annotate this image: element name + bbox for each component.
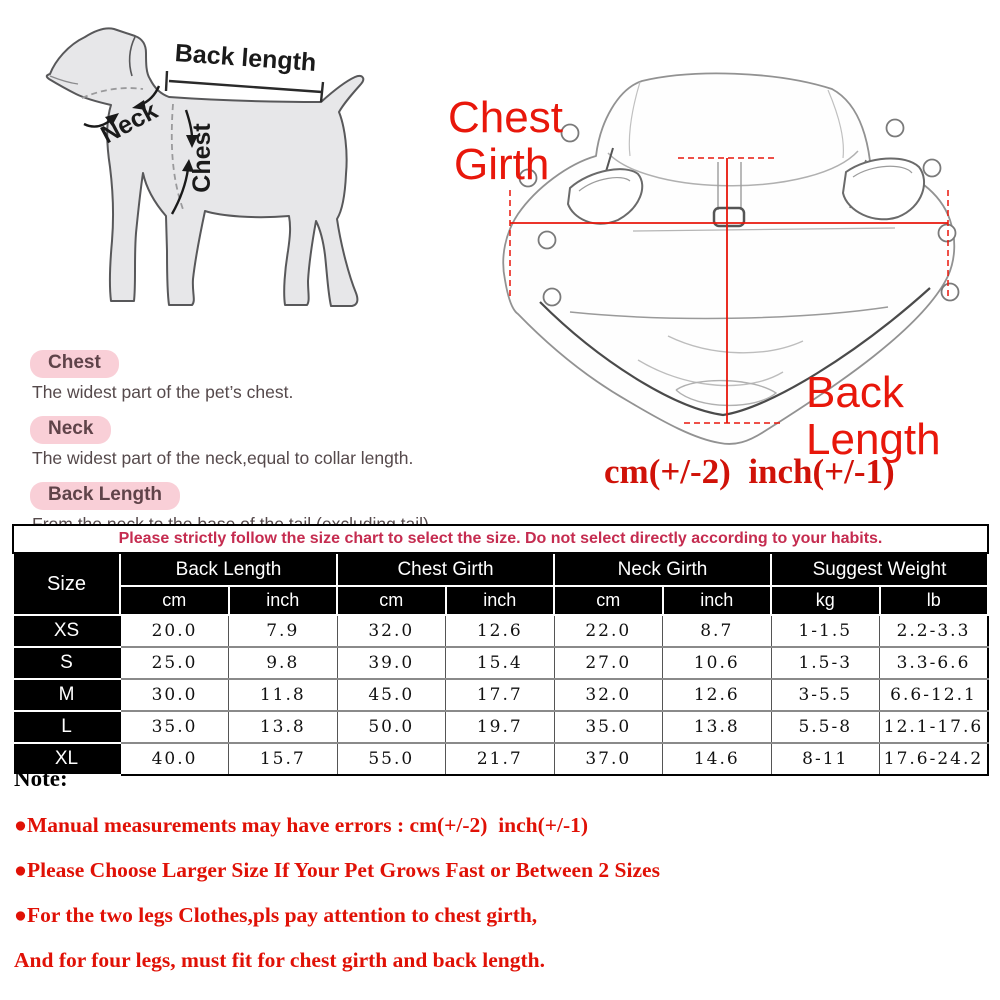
- table-cell: 30.0: [120, 679, 229, 711]
- table-cell: 1.5-3: [771, 647, 880, 679]
- suggest-weight-group-header: Suggest Weight: [771, 553, 988, 586]
- table-row: [13, 711, 988, 743]
- table-cell: 32.0: [554, 679, 663, 711]
- back-length-tick-left: [166, 71, 167, 91]
- table-cell: 3.3-6.6: [880, 647, 989, 679]
- table-cell: 17.7: [446, 679, 555, 711]
- size-table: [12, 524, 989, 776]
- table-cell: 12.6: [446, 615, 555, 647]
- unit-header: lb: [880, 586, 989, 615]
- neck-definition-text: The widest part of the neck,equal to collar length.: [32, 448, 414, 468]
- table-cell: 21.7: [446, 743, 555, 775]
- table-cell: 8-11: [771, 743, 880, 775]
- table-cell: 11.8: [229, 679, 338, 711]
- table-cell: 15.7: [229, 743, 338, 775]
- chest-girth-label: [448, 94, 563, 188]
- table-cell: 7.9: [229, 615, 338, 647]
- table-cell: 25.0: [120, 647, 229, 679]
- table-row: [13, 615, 988, 647]
- table-cell: 5.5-8: [771, 711, 880, 743]
- table-cell: 35.0: [554, 711, 663, 743]
- table-unit-header-row: [13, 586, 988, 615]
- dog-neck-label: Neck: [96, 96, 163, 150]
- table-cell: 3-5.5: [771, 679, 880, 711]
- table-notice: Please strictly follow the size chart to select the size. Do not select directly according to your habits.: [13, 525, 988, 553]
- table-cell: 27.0: [554, 647, 663, 679]
- unit-header: cm: [120, 586, 229, 615]
- unit-header: cm: [554, 586, 663, 615]
- table-cell: 12.6: [663, 679, 772, 711]
- table-cell: 35.0: [120, 711, 229, 743]
- neck-badge: Neck: [30, 416, 111, 444]
- dog-measurement-diagram: [0, 0, 440, 340]
- notes-section: [14, 766, 989, 993]
- table-cell: 40.0: [120, 743, 229, 775]
- table-cell: 20.0: [120, 615, 229, 647]
- note-line: ●Please Choose Larger Size If Your Pet Grows Fast or Between 2 Sizes: [14, 858, 660, 882]
- definition-chest: [30, 350, 560, 403]
- table-cell: 17.6-24.2: [880, 743, 989, 775]
- chest-badge: Chest: [30, 350, 119, 378]
- dog-back-length-label: Back length: [173, 39, 318, 77]
- neck-girth-group-header: Neck Girth: [554, 553, 771, 586]
- table-cell: 12.1-17.6: [880, 711, 989, 743]
- table-notice-row: [13, 525, 988, 553]
- definition-neck: [30, 416, 560, 469]
- dog-chest-label: Chest: [188, 123, 216, 193]
- chest-girth-line1: Chest: [448, 93, 563, 142]
- table-cell: 32.0: [337, 615, 446, 647]
- table-cell: 37.0: [554, 743, 663, 775]
- chest-definition-text: The widest part of the pet’s chest.: [32, 382, 294, 402]
- note-line: ●For the two legs Clothes,pls pay attention to chest girth,: [14, 903, 538, 927]
- table-cell: 55.0: [337, 743, 446, 775]
- back-length-badge: Back Length: [30, 482, 180, 510]
- back-length-label: [806, 369, 941, 463]
- size-cell: XS: [13, 615, 120, 647]
- table-cell: 45.0: [337, 679, 446, 711]
- table-cell: 2.2-3.3: [880, 615, 989, 647]
- table-cell: 14.6: [663, 743, 772, 775]
- table-cell: 13.8: [229, 711, 338, 743]
- note-line: And for four legs, must fit for chest girth and back length.: [14, 948, 545, 972]
- table-cell: 6.6-12.1: [880, 679, 989, 711]
- table-cell: 19.7: [446, 711, 555, 743]
- unit-header: inch: [229, 586, 338, 615]
- unit-header: inch: [446, 586, 555, 615]
- unit-header: inch: [663, 586, 772, 615]
- back-length-measure-line: [169, 81, 322, 92]
- chest-girth-group-header: Chest Girth: [337, 553, 554, 586]
- size-cell: S: [13, 647, 120, 679]
- measurement-definitions: [30, 350, 560, 548]
- back-length-tick-right: [321, 82, 323, 102]
- table-cell: 22.0: [554, 615, 663, 647]
- table-cell: 39.0: [337, 647, 446, 679]
- table-cell: 9.8: [229, 647, 338, 679]
- back-length-group-header: Back Length: [120, 553, 337, 586]
- table-row: [13, 679, 988, 711]
- unit-header: kg: [771, 586, 880, 615]
- table-cell: 8.7: [663, 615, 772, 647]
- back-length-line2: Length: [806, 415, 941, 464]
- table-cell: 10.6: [663, 647, 772, 679]
- size-cell: M: [13, 679, 120, 711]
- notes-title: Note:: [14, 766, 68, 791]
- table-cell: 50.0: [337, 711, 446, 743]
- table-cell: 15.4: [446, 647, 555, 679]
- table-row: [13, 647, 988, 679]
- table-cell: 13.8: [663, 711, 772, 743]
- table-group-header-row: [13, 553, 988, 586]
- size-cell: L: [13, 711, 120, 743]
- back-length-line1: Back: [806, 368, 904, 417]
- note-line: ●Manual measurements may have errors : cm(+/-2) inch(+/-1): [14, 813, 589, 837]
- size-cell: XL: [13, 743, 120, 775]
- size-column-header: Size: [13, 553, 120, 615]
- unit-header: cm: [337, 586, 446, 615]
- table-cell: 1-1.5: [771, 615, 880, 647]
- tolerance-note: cm(+/-2) inch(+/-1): [604, 452, 895, 491]
- chest-girth-line2: Girth: [454, 140, 550, 189]
